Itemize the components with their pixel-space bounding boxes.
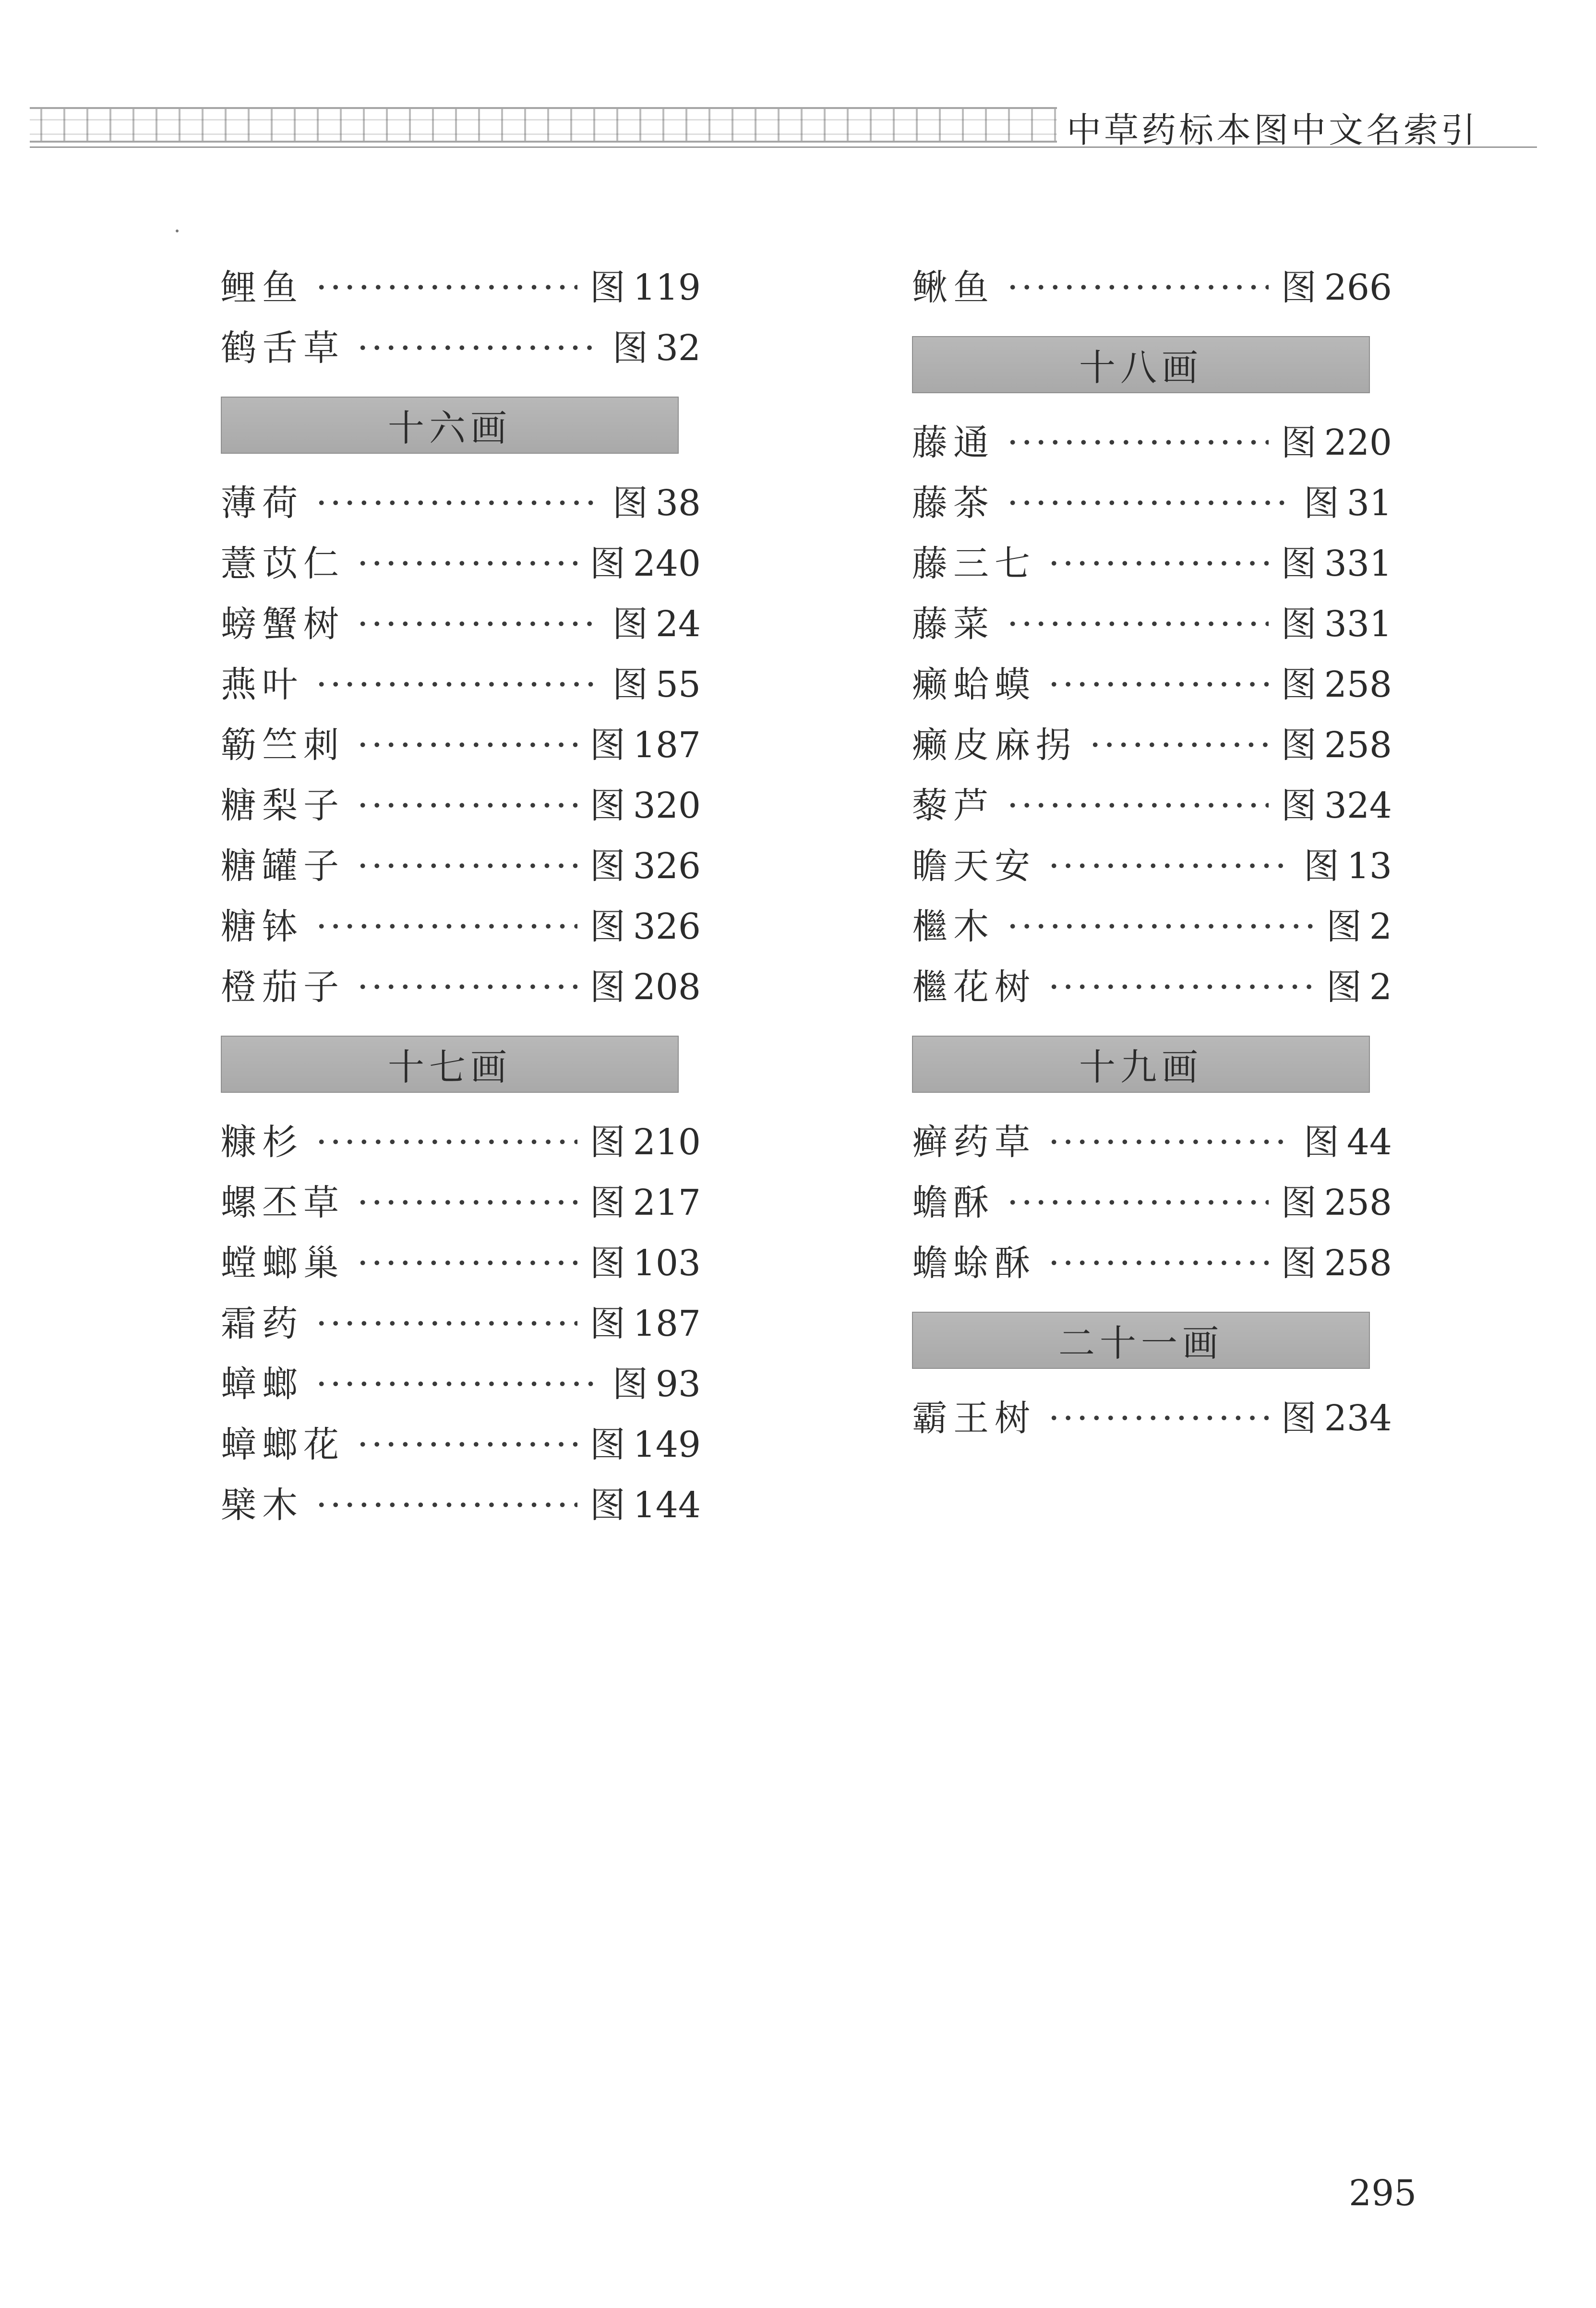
index-entry	[221, 1416, 701, 1477]
figure-reference	[612, 1356, 701, 1407]
dot-leader	[357, 1182, 577, 1223]
figure-reference	[590, 838, 701, 889]
dot-leader	[1048, 1243, 1269, 1284]
figure-number: 149	[633, 1424, 701, 1465]
figure-number: 331	[1324, 543, 1392, 584]
dot-leader	[1007, 604, 1269, 645]
index-entry	[912, 838, 1392, 898]
figure-reference	[1281, 1390, 1392, 1441]
entry-name: 瞻天安	[912, 846, 1036, 887]
figure-number: 240	[633, 543, 701, 584]
figure-number: 55	[655, 664, 701, 705]
dot-leader	[1048, 1398, 1269, 1439]
figure-reference	[590, 1174, 701, 1225]
stroke-count-heading: 十八画	[912, 336, 1370, 393]
figure-number: 258	[1324, 1182, 1392, 1223]
figure-reference	[590, 1235, 701, 1286]
index-entry	[221, 898, 701, 959]
figure-number: 326	[633, 906, 701, 947]
figure-number: 266	[1324, 267, 1392, 308]
figure-number: 144	[633, 1485, 701, 1526]
figure-reference	[1304, 475, 1392, 526]
entry-name: 鲤鱼	[221, 267, 303, 308]
figure-reference	[1281, 717, 1392, 768]
figure-prefix: 图	[1326, 967, 1362, 1008]
figure-number: 326	[633, 846, 701, 887]
index-entry	[221, 596, 701, 656]
figure-reference	[590, 1477, 701, 1528]
index-entry	[912, 1174, 1392, 1235]
index-entry	[912, 959, 1392, 1019]
decorative-border	[30, 107, 1057, 143]
dot-leader	[1048, 543, 1269, 584]
figure-number: 220	[1324, 422, 1392, 463]
figure-reference	[1281, 1174, 1392, 1225]
dot-leader	[316, 267, 577, 308]
index-entry	[912, 1390, 1392, 1450]
entry-name: 檵木	[912, 906, 995, 947]
running-title: 中草药标本图中文名索引	[1067, 110, 1479, 150]
entry-name: 薄荷	[221, 483, 303, 524]
entry-name: 糖梨子	[221, 785, 345, 826]
figure-number: 13	[1346, 846, 1392, 887]
index-entry	[221, 1356, 701, 1416]
figure-reference	[1281, 596, 1392, 647]
dot-leader	[1048, 967, 1314, 1008]
figure-reference	[1281, 656, 1392, 707]
figure-reference	[612, 656, 701, 707]
figure-number: 2	[1369, 906, 1392, 947]
dot-leader	[357, 725, 577, 766]
entry-name: 螃蟹树	[221, 604, 345, 645]
figure-prefix: 图	[1281, 422, 1317, 463]
entry-name: 糖罐子	[221, 846, 345, 887]
entry-name: 藤三七	[912, 543, 1036, 584]
figure-reference	[590, 1416, 701, 1467]
index-entry	[912, 475, 1392, 535]
index-entry	[912, 777, 1392, 838]
figure-reference	[1304, 838, 1392, 889]
dot-leader	[1007, 483, 1291, 524]
dot-leader	[1007, 785, 1269, 826]
figure-reference	[612, 596, 701, 647]
entry-name: 蟾酥	[912, 1182, 995, 1223]
figure-number: 38	[655, 483, 701, 524]
figure-reference	[1326, 959, 1392, 1010]
entry-name: 檗木	[221, 1485, 303, 1526]
figure-number: 103	[633, 1243, 701, 1284]
figure-number: 324	[1324, 785, 1392, 826]
index-entry	[912, 1114, 1392, 1174]
entry-name: 螳螂巢	[221, 1243, 345, 1284]
entry-name: 糠杉	[221, 1122, 303, 1163]
entry-name: 蟑螂	[221, 1364, 303, 1405]
index-entry	[221, 475, 701, 535]
index-column-right	[912, 259, 1392, 1450]
figure-reference	[1281, 259, 1392, 310]
dot-leader	[316, 1122, 577, 1163]
dot-leader	[357, 1243, 577, 1284]
figure-number: 2	[1369, 967, 1392, 1008]
entry-name: 蟾蜍酥	[912, 1243, 1036, 1284]
entry-name: 鹤舌草	[221, 327, 345, 369]
dot-leader	[316, 906, 577, 947]
dot-leader	[357, 604, 600, 645]
figure-prefix: 图	[589, 906, 625, 947]
figure-prefix: 图	[589, 1424, 625, 1465]
index-entry	[912, 414, 1392, 475]
figure-reference	[590, 1114, 701, 1165]
dot-leader	[1007, 1182, 1269, 1223]
entry-name: 霜药	[221, 1303, 303, 1344]
figure-reference	[590, 1295, 701, 1346]
index-entry	[912, 596, 1392, 656]
index-entry	[912, 717, 1392, 777]
figure-number: 31	[1346, 483, 1392, 524]
dot-leader	[316, 1364, 600, 1405]
index-entry	[221, 717, 701, 777]
figure-prefix: 图	[589, 1182, 625, 1223]
dot-leader	[1048, 664, 1269, 705]
figure-prefix: 图	[589, 725, 625, 766]
dot-leader	[316, 483, 600, 524]
figure-prefix: 图	[612, 664, 648, 705]
figure-number: 187	[633, 1303, 701, 1344]
index-entry	[221, 959, 701, 1019]
entry-name: 糖钵	[221, 906, 303, 947]
dot-leader	[1007, 422, 1269, 463]
figure-prefix: 图	[589, 267, 625, 308]
figure-reference	[1281, 1235, 1392, 1286]
figure-prefix: 图	[589, 785, 625, 826]
figure-prefix: 图	[589, 1303, 625, 1344]
dot-leader	[1007, 267, 1269, 308]
figure-reference	[1281, 414, 1392, 465]
figure-prefix: 图	[589, 1122, 625, 1163]
index-entry	[221, 320, 701, 380]
figure-reference	[590, 717, 701, 768]
index-entry	[221, 1114, 701, 1174]
entry-name: 螺丕草	[221, 1182, 345, 1223]
entry-name: 燕叶	[221, 664, 303, 705]
entry-name: 橙茄子	[221, 967, 345, 1008]
figure-number: 331	[1324, 604, 1392, 645]
entry-name: 癣药草	[912, 1122, 1036, 1163]
figure-prefix: 图	[1281, 725, 1317, 766]
figure-prefix: 图	[1281, 1398, 1317, 1439]
dot-leader	[357, 785, 577, 826]
index-entry	[221, 1235, 701, 1295]
dot-leader	[316, 664, 600, 705]
stroke-count-heading: 十六画	[221, 397, 679, 454]
figure-number: 258	[1324, 1243, 1392, 1284]
figure-number: 208	[633, 967, 701, 1008]
figure-prefix: 图	[612, 1364, 648, 1405]
index-entry	[221, 838, 701, 898]
figure-reference	[590, 535, 701, 586]
index-entry	[912, 898, 1392, 959]
index-entry	[221, 777, 701, 838]
figure-number: 187	[633, 725, 701, 766]
figure-reference	[590, 898, 701, 949]
entry-name: 藤茶	[912, 483, 995, 524]
index-entry	[912, 656, 1392, 717]
figure-number: 258	[1324, 664, 1392, 705]
figure-prefix: 图	[1281, 785, 1317, 826]
index-entry	[912, 535, 1392, 596]
figure-prefix: 图	[612, 483, 648, 524]
figure-number: 217	[633, 1182, 701, 1223]
figure-prefix: 图	[1303, 483, 1339, 524]
index-entry	[221, 656, 701, 717]
entry-name: 霸王树	[912, 1398, 1036, 1439]
dot-leader	[357, 1424, 577, 1465]
figure-prefix: 图	[1281, 664, 1317, 705]
figure-prefix: 图	[612, 604, 648, 645]
figure-reference	[590, 777, 701, 828]
figure-reference	[1281, 777, 1392, 828]
scan-speck	[176, 230, 179, 232]
figure-prefix: 图	[1281, 1182, 1317, 1223]
dot-leader	[316, 1303, 577, 1344]
index-entry	[221, 1174, 701, 1235]
dot-leader	[1090, 725, 1269, 766]
dot-leader	[357, 543, 577, 584]
entry-name: 癞皮麻拐	[912, 725, 1077, 766]
entry-name: 藤通	[912, 422, 995, 463]
figure-prefix: 图	[612, 327, 648, 369]
entry-name: 藜芦	[912, 785, 995, 826]
entry-name: 藤菜	[912, 604, 995, 645]
stroke-count-heading: 十七画	[221, 1036, 679, 1093]
dot-leader	[357, 967, 577, 1008]
figure-prefix: 图	[589, 1485, 625, 1526]
figure-number: 93	[655, 1364, 701, 1405]
entry-name: 檵花树	[912, 967, 1036, 1008]
stroke-count-heading: 十九画	[912, 1036, 1370, 1093]
index-column-left	[221, 259, 701, 1537]
index-entry	[221, 1295, 701, 1356]
entry-name: 簕竺刺	[221, 725, 345, 766]
figure-prefix: 图	[1281, 543, 1317, 584]
figure-reference	[590, 959, 701, 1010]
figure-reference	[612, 320, 701, 371]
figure-number: 32	[655, 327, 701, 369]
dot-leader	[357, 846, 577, 887]
dot-leader	[1048, 1122, 1291, 1163]
index-entry	[912, 259, 1392, 320]
dot-leader	[357, 327, 600, 369]
figure-number: 234	[1324, 1398, 1392, 1439]
figure-prefix: 图	[589, 543, 625, 584]
figure-reference	[590, 259, 701, 310]
figure-prefix: 图	[1281, 267, 1317, 308]
index-entry	[221, 259, 701, 320]
figure-reference	[1304, 1114, 1392, 1165]
figure-number: 24	[655, 604, 701, 645]
page-header	[30, 98, 1537, 156]
dot-leader	[316, 1485, 577, 1526]
figure-number: 210	[633, 1122, 701, 1163]
stroke-count-heading: 二十一画	[912, 1312, 1370, 1369]
figure-prefix: 图	[1303, 1122, 1339, 1163]
figure-prefix: 图	[589, 846, 625, 887]
entry-name: 薏苡仁	[221, 543, 345, 584]
figure-prefix: 图	[1326, 906, 1362, 947]
figure-prefix: 图	[1281, 1243, 1317, 1284]
figure-number: 119	[633, 267, 701, 308]
figure-reference	[1326, 898, 1392, 949]
index-entry	[912, 1235, 1392, 1295]
index-entry	[221, 535, 701, 596]
entry-name: 鳅鱼	[912, 267, 995, 308]
dot-leader	[1007, 906, 1314, 947]
entry-name: 蟑螂花	[221, 1424, 345, 1465]
figure-reference	[1281, 535, 1392, 586]
entry-name: 癞蛤蟆	[912, 664, 1036, 705]
figure-prefix: 图	[589, 1243, 625, 1284]
figure-number: 320	[633, 785, 701, 826]
figure-number: 258	[1324, 725, 1392, 766]
index-entry	[221, 1477, 701, 1537]
figure-reference	[612, 475, 701, 526]
figure-prefix: 图	[1281, 604, 1317, 645]
figure-prefix: 图	[1303, 846, 1339, 887]
figure-number: 44	[1346, 1122, 1392, 1163]
page-number: 295	[1349, 2173, 1417, 2214]
figure-prefix: 图	[589, 967, 625, 1008]
dot-leader	[1048, 846, 1291, 887]
